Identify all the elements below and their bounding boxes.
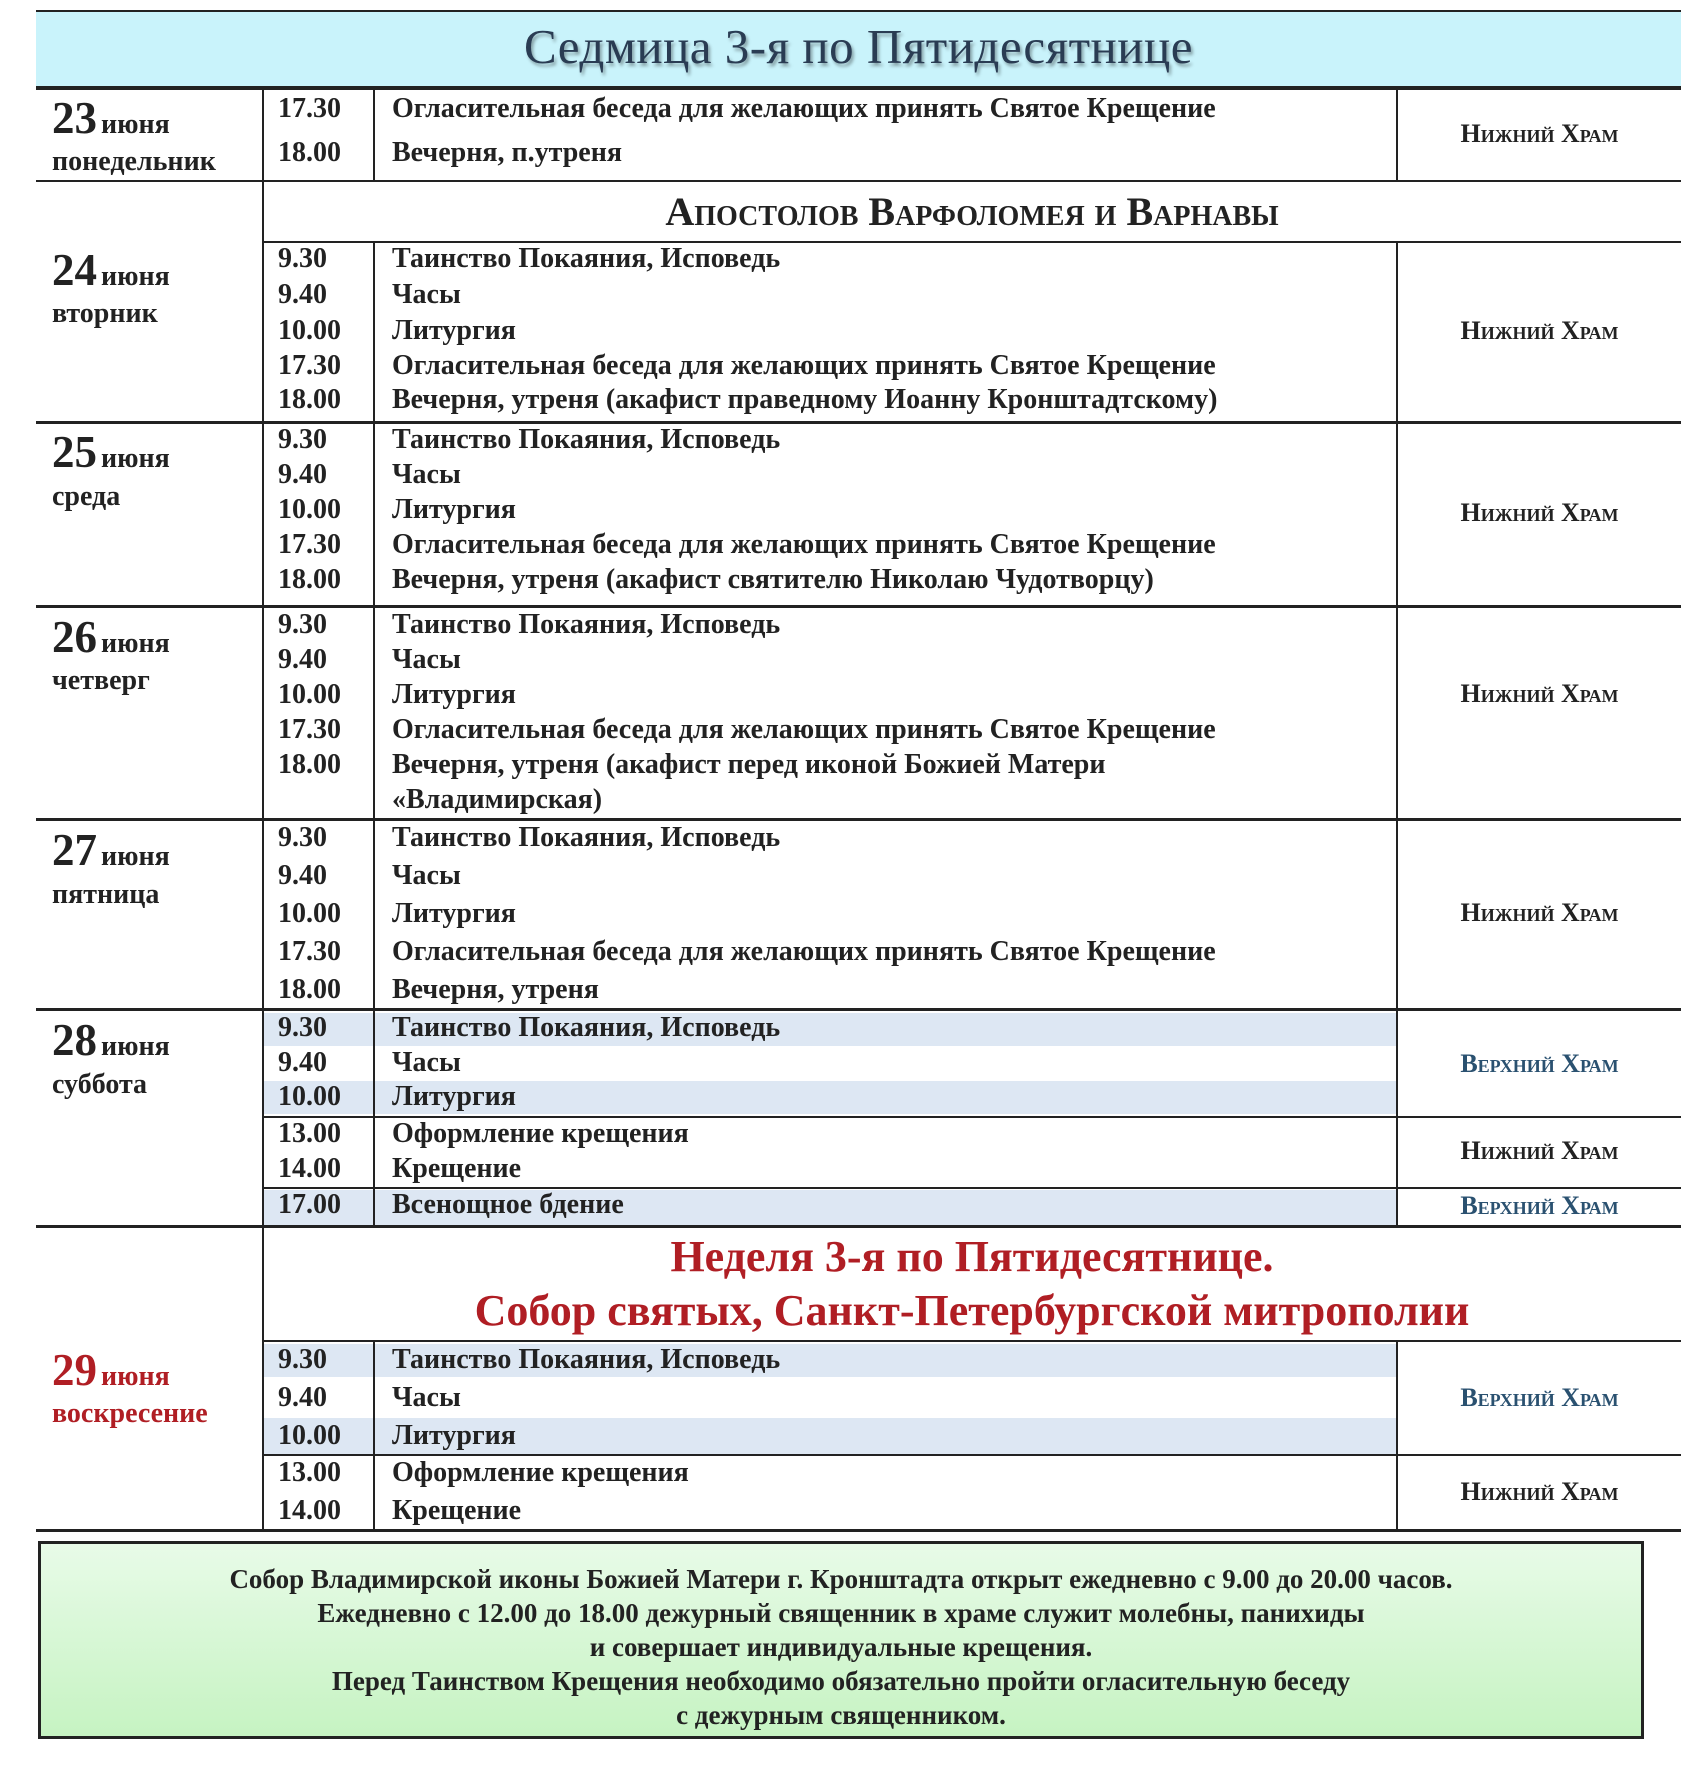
date-month: июня <box>101 109 170 140</box>
service-name: «Владимирская) <box>392 784 603 815</box>
weekday: четверг <box>52 665 150 696</box>
service-name: Таинство Покаяния, Исповедь <box>392 1344 781 1375</box>
notice-line: Ежедневно с 12.00 до 18.00 дежурный священник в храме служит молебны, панихиды <box>317 1598 1365 1628</box>
divider <box>263 1454 1681 1456</box>
feast-title: Апостолов Варфоломея и Варнавы <box>665 189 1279 234</box>
service-name: Часы <box>392 860 461 891</box>
service-name: Вечерня, утреня <box>392 974 599 1005</box>
service-time: 14.00 <box>278 1495 341 1526</box>
time-column-border <box>373 241 375 818</box>
service-name: Вечерня, п.утреня <box>392 137 622 168</box>
service-name: Вечерня, утреня (акафист праведному Иоанну Кронштадтскому) <box>392 384 1218 415</box>
notice-line: с дежурным священником. <box>676 1700 1006 1730</box>
service-time: 14.00 <box>278 1153 341 1184</box>
service-name: Огласительная беседа для желающих принять Святое Крещение <box>392 93 1216 124</box>
weekday: пятница <box>52 879 160 910</box>
notice-line: и совершает индивидуальные крещения. <box>589 1632 1093 1662</box>
service-time: 9.40 <box>278 644 327 675</box>
service-time: 9.40 <box>278 1047 327 1078</box>
service-name: Оформление крещения <box>392 1118 689 1149</box>
service-time: 18.00 <box>278 384 341 415</box>
service-time: 9.30 <box>278 822 327 853</box>
service-time: 17.30 <box>278 936 341 967</box>
service-name: Крещение <box>392 1153 522 1184</box>
service-name: Литургия <box>392 679 516 710</box>
service-name: Таинство Покаяния, Исповедь <box>392 424 781 455</box>
divider <box>36 180 1681 182</box>
date-month: июня <box>101 1031 170 1062</box>
notice-line: Собор Владимирской иконы Божией Матери г. Кронштадта открыт ежедневно с 9.00 до 20.00 часов. <box>229 1564 1453 1594</box>
weekday: суббота <box>52 1069 148 1100</box>
date-month: июня <box>101 443 170 474</box>
feast-title-line: Собор святых, Санкт-Петербургской митрополии <box>474 1286 1470 1335</box>
divider <box>36 1225 1681 1228</box>
divider <box>36 1008 1681 1011</box>
service-name: Оформление крещения <box>392 1457 689 1488</box>
service-name: Огласительная беседа для желающих принять Святое Крещение <box>392 714 1216 745</box>
place-lower-church: Нижний Храм <box>1460 1136 1619 1165</box>
service-name: Литургия <box>392 1081 516 1112</box>
service-time: 10.00 <box>278 1081 341 1112</box>
date-month: июня <box>101 841 170 872</box>
service-name: Вечерня, утреня (акафист перед иконой Божией Матери <box>392 749 1106 780</box>
date-number: 27 <box>52 825 97 875</box>
divider <box>36 605 1681 608</box>
place-lower-church: Нижний Храм <box>1460 316 1619 345</box>
time-column-border <box>373 819 375 1227</box>
divider <box>36 818 1681 821</box>
date-cell <box>52 611 170 663</box>
service-time: 9.40 <box>278 279 327 310</box>
service-time: 17.30 <box>278 529 341 560</box>
service-name: Литургия <box>392 494 516 525</box>
date-number: 25 <box>52 427 97 477</box>
weekday: вторник <box>52 298 158 329</box>
date-number: 28 <box>52 1015 97 1065</box>
date-cell <box>52 92 170 144</box>
service-name: Вечерня, утреня (акафист святителю Николаю Чудотворцу) <box>392 564 1154 595</box>
service-time: 10.00 <box>278 1420 341 1451</box>
divider <box>263 1340 1681 1342</box>
service-time: 9.40 <box>278 459 327 490</box>
place-upper-church: Верхний Храм <box>1460 1191 1619 1220</box>
divider <box>36 1529 1681 1532</box>
date-number: 24 <box>52 245 97 295</box>
service-time: 13.00 <box>278 1457 341 1488</box>
place-lower-church: Нижний Храм <box>1460 898 1619 927</box>
service-name: Огласительная беседа для желающих принять Святое Крещение <box>392 936 1216 967</box>
service-name: Таинство Покаяния, Исповедь <box>392 1012 781 1043</box>
service-name: Литургия <box>392 315 516 346</box>
service-name: Огласительная беседа для желающих принять Святое Крещение <box>392 350 1216 381</box>
service-time: 9.30 <box>278 609 327 640</box>
service-time: 9.40 <box>278 1382 327 1413</box>
date-number: 23 <box>52 93 97 143</box>
service-time: 9.30 <box>278 243 327 274</box>
place-upper-church: Верхний Храм <box>1460 1383 1619 1412</box>
date-cell <box>52 244 170 296</box>
service-time: 18.00 <box>278 137 341 168</box>
place-lower-church: Нижний Храм <box>1460 1477 1619 1506</box>
service-name: Литургия <box>392 898 516 929</box>
place-lower-church: Нижний Храм <box>1460 679 1619 708</box>
date-cell <box>52 1344 170 1396</box>
service-time: 18.00 <box>278 749 341 780</box>
service-time: 18.00 <box>278 564 341 595</box>
place-lower-church: Нижний Храм <box>1460 119 1619 148</box>
date-month: июня <box>101 261 170 292</box>
service-time: 10.00 <box>278 494 341 525</box>
date-cell <box>52 824 170 876</box>
service-time: 13.00 <box>278 1118 341 1149</box>
service-time: 17.30 <box>278 93 341 124</box>
feast-title-line: Неделя 3-я по Пятидесятнице. <box>670 1232 1274 1281</box>
service-time: 18.00 <box>278 974 341 1005</box>
service-time: 9.30 <box>278 1012 327 1043</box>
service-time: 9.30 <box>278 424 327 455</box>
time-column-border <box>373 1340 375 1530</box>
service-name: Таинство Покаяния, Исповедь <box>392 822 781 853</box>
service-name: Огласительная беседа для желающих принять Святое Крещение <box>392 529 1216 560</box>
service-time: 17.30 <box>278 714 341 745</box>
notice-line: Перед Таинством Крещения необходимо обязательно пройти огласительную беседу <box>331 1666 1351 1696</box>
date-cell <box>52 426 170 478</box>
service-name: Часы <box>392 644 461 675</box>
service-time: 9.30 <box>278 1344 327 1375</box>
date-number: 29 <box>52 1345 97 1395</box>
service-time: 17.00 <box>278 1189 341 1220</box>
service-name: Всенощное бдение <box>392 1189 624 1220</box>
info-notice <box>38 1541 1644 1739</box>
service-name: Часы <box>392 1047 461 1078</box>
service-name: Крещение <box>392 1495 522 1526</box>
service-time: 9.40 <box>278 860 327 891</box>
service-time: 10.00 <box>278 315 341 346</box>
service-name: Таинство Покаяния, Исповедь <box>392 609 781 640</box>
service-time: 10.00 <box>278 679 341 710</box>
service-name: Часы <box>392 459 461 490</box>
date-cell <box>52 1014 170 1066</box>
service-time: 10.00 <box>278 898 341 929</box>
service-name: Литургия <box>392 1420 516 1451</box>
date-month: июня <box>101 628 170 659</box>
date-month: июня <box>101 1361 170 1392</box>
time-column-border <box>373 86 375 181</box>
service-name: Таинство Покаяния, Исповедь <box>392 243 781 274</box>
page-title: Седмица 3-я по Пятидесятнице <box>524 19 1193 74</box>
weekday: воскресение <box>52 1398 208 1429</box>
date-number: 26 <box>52 612 97 662</box>
service-time: 17.30 <box>278 350 341 381</box>
weekday: среда <box>52 481 121 512</box>
service-name: Часы <box>392 279 461 310</box>
divider <box>36 86 1681 89</box>
weekday: понедельник <box>52 146 216 177</box>
service-name: Часы <box>392 1382 461 1413</box>
place-lower-church: Нижний Храм <box>1460 498 1619 527</box>
place-upper-church: Верхний Храм <box>1460 1049 1619 1078</box>
